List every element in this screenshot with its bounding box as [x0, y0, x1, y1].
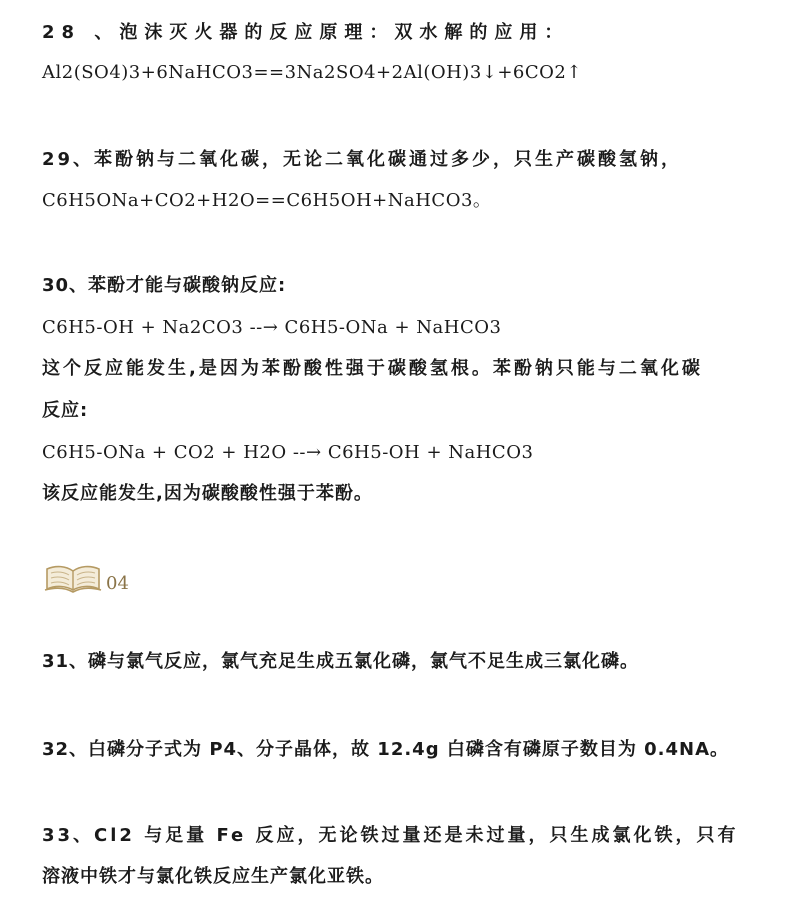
- section-marker: [44, 560, 129, 596]
- section-number: 04: [106, 572, 129, 594]
- item-33-text-1: 33、Cl2 与足量 Fe 反应，无论铁过量还是未过量，只生成氯化铁，只有: [42, 825, 739, 846]
- item-30-explanation-2: 反应:: [42, 400, 89, 421]
- item-31-text: 31、磷与氯气反应，氯气充足生成五氯化磷，氯气不足生成三氯化磷。: [42, 651, 640, 672]
- item-29-title: 29、苯酚钠与二氧化碳，无论二氧化碳通过多少，只生产碳酸氢钠，: [42, 149, 683, 170]
- item-30-equation-1: C6H5-OH + Na2CO3 --→ C6H5-ONa + NaHCO3: [42, 317, 502, 338]
- item-30-explanation-1: 这个反应能发生,是因为苯酚酸性强于碳酸氢根。苯酚钠只能与二氧化碳: [42, 358, 703, 379]
- item-32-text: 32、白磷分子式为 P4、分子晶体，故 12.4g 白磷含有磷原子数目为 0.4NA。: [42, 739, 730, 760]
- open-book-icon: [44, 563, 102, 593]
- item-28-equation: Al2(SO4)3+6NaHCO3==3Na2SO4+2Al(OH)3↓+6CO2↑: [42, 62, 582, 83]
- item-28-title: 28 、泡沫灭火器的反应原理：双水解的应用：: [42, 22, 570, 43]
- item-29-equation: C6H5ONa+CO2+H2O==C6H5OH+NaHCO3。: [42, 190, 492, 211]
- item-33-text-2: 溶液中铁才与氯化铁反应生产氯化亚铁。: [42, 866, 384, 887]
- item-30-conclusion: 该反应能发生,因为碳酸酸性强于苯酚。: [42, 483, 373, 504]
- item-30-title: 30、苯酚才能与碳酸钠反应:: [42, 275, 287, 296]
- item-30-equation-2: C6H5-ONa + CO2 + H2O --→ C6H5-OH + NaHCO3: [42, 442, 534, 463]
